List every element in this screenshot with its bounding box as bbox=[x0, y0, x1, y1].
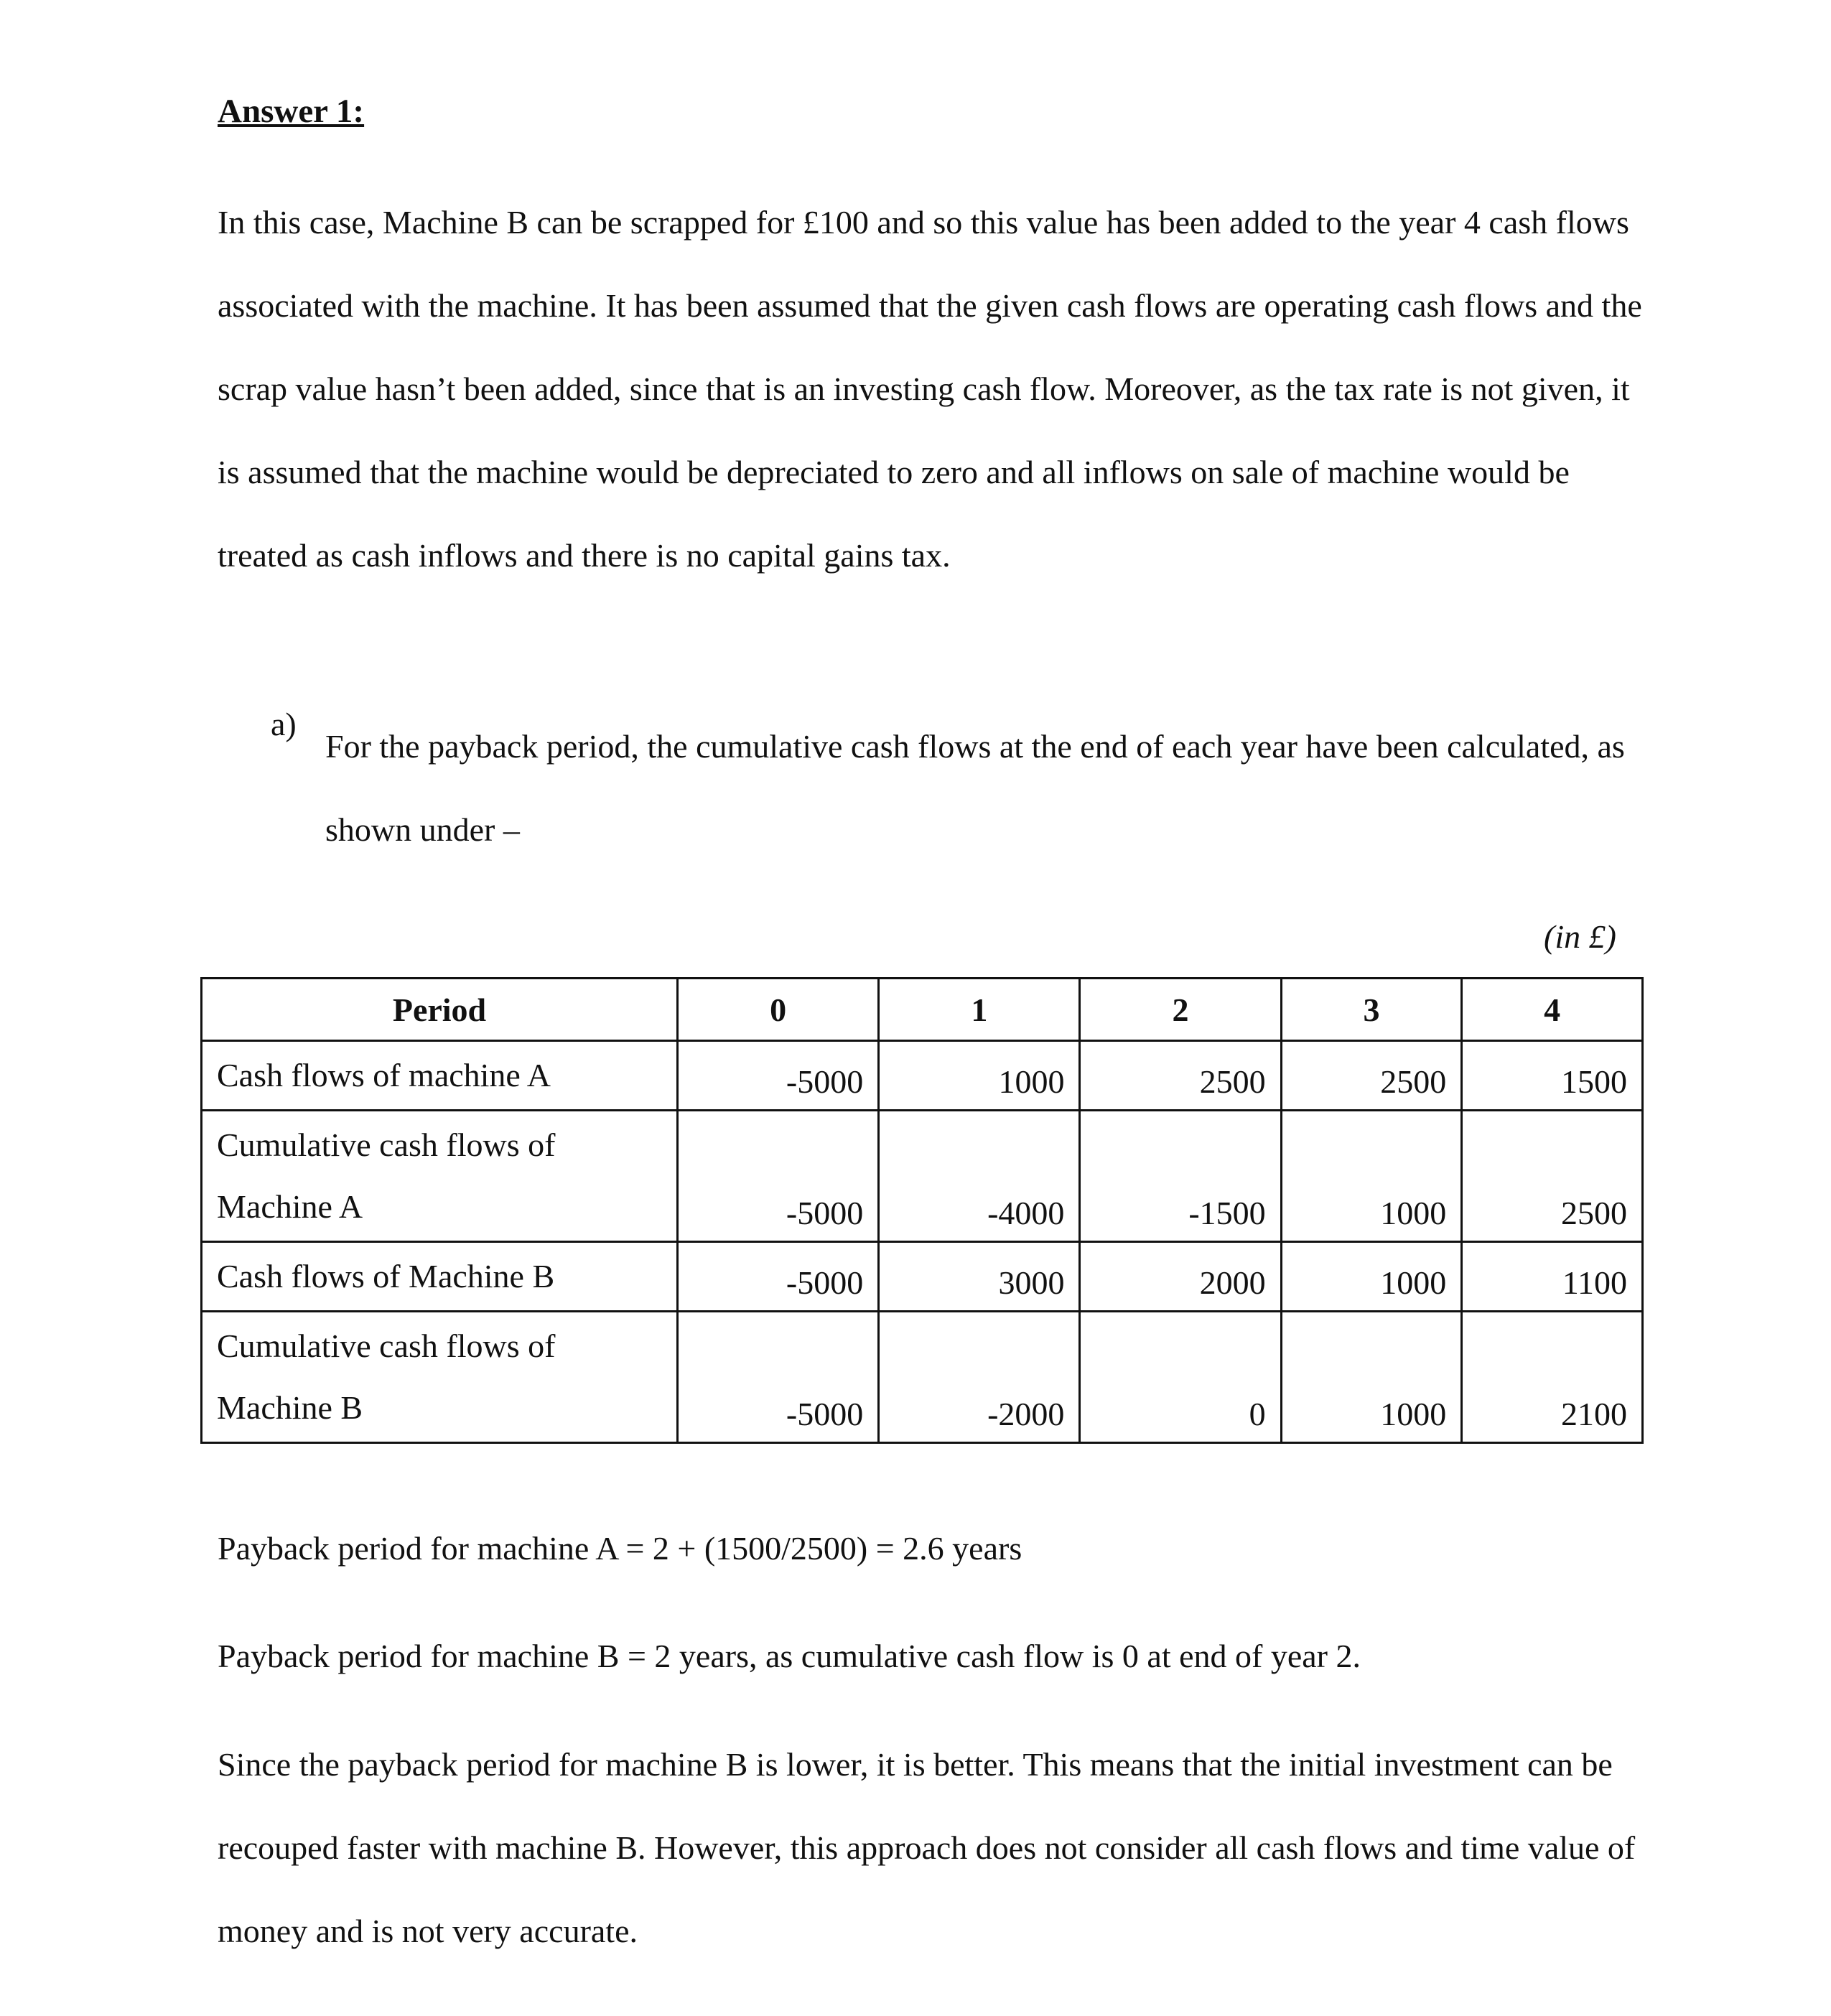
payback-machine-b: Payback period for machine B = 2 years, as cumulative cash flow is 0 at end of year 2. bbox=[218, 1638, 1361, 1674]
payback-machine-a: Payback period for machine A = 2 + (1500/2500) = 2.6 years bbox=[218, 1530, 1022, 1567]
table-cell: 2000 bbox=[1080, 1242, 1281, 1312]
row-label: Cumulative cash flows of Machine B bbox=[202, 1312, 678, 1443]
conclusion-paragraph: Since the payback period for machine B is lower, it is better. This means that the initial investment can be recouped faster with machine B. However, this approach does not consider all cash flows and time value of money and is not very accurate. bbox=[218, 1746, 1636, 1949]
table-cell: -5000 bbox=[678, 1111, 879, 1242]
table-cell: 1000 bbox=[879, 1041, 1080, 1111]
table-row bbox=[202, 1041, 1643, 1111]
row-label: Cash flows of Machine B bbox=[202, 1242, 678, 1312]
table-cell: 1000 bbox=[1281, 1242, 1462, 1312]
table-cell: 2100 bbox=[1462, 1312, 1643, 1443]
table-cell: 2500 bbox=[1281, 1041, 1462, 1111]
table-row bbox=[202, 1242, 1643, 1312]
table-cell: -5000 bbox=[678, 1041, 879, 1111]
table-cell: 2500 bbox=[1462, 1111, 1643, 1242]
row-label: Cumulative cash flows of Machine A bbox=[202, 1111, 678, 1242]
table-unit: (in £) bbox=[1544, 918, 1616, 955]
table-cell: 3000 bbox=[879, 1242, 1080, 1312]
header-cell: 2 bbox=[1080, 979, 1281, 1041]
table-cell: 2500 bbox=[1080, 1041, 1281, 1111]
table-cell: -2000 bbox=[879, 1312, 1080, 1443]
cash-flow-table bbox=[200, 977, 1644, 1444]
table-cell: -1500 bbox=[1080, 1111, 1281, 1242]
header-cell: 0 bbox=[678, 979, 879, 1041]
part-a-marker: a) bbox=[271, 706, 297, 742]
table-row bbox=[202, 1111, 1643, 1242]
header-cell: 4 bbox=[1462, 979, 1643, 1041]
header-cell: 1 bbox=[879, 979, 1080, 1041]
table-header-row bbox=[202, 979, 1643, 1041]
part-a-text: For the payback period, the cumulative cash flows at the end of each year have been calculated, as shown under – bbox=[325, 728, 1625, 848]
intro-paragraph: In this case, Machine B can be scrapped for £100 and so this value has been added to the year 4 cash flows associated with the machine. It has been assumed that the given cash flows are operating cash flows and the scrap value hasn’t been added, since that is an investing cash flow. Moreover, as the tax rate is not given, it is assumed that the machine would be depreciated to zero and all inflows on sale of machine would be treated as cash inflows and there is no capital gains tax. bbox=[218, 204, 1642, 574]
table-cell: -5000 bbox=[678, 1242, 879, 1312]
table-cell: 1500 bbox=[1462, 1041, 1643, 1111]
table-cell: 1100 bbox=[1462, 1242, 1643, 1312]
table-row bbox=[202, 1312, 1643, 1443]
table-cell: 1000 bbox=[1281, 1312, 1462, 1443]
table-cell: 0 bbox=[1080, 1312, 1281, 1443]
table-cell: -4000 bbox=[879, 1111, 1080, 1242]
table-cell: -5000 bbox=[678, 1312, 879, 1443]
table-cell: 1000 bbox=[1281, 1111, 1462, 1242]
answer-heading: Answer 1: bbox=[218, 93, 365, 130]
row-label: Cash flows of machine A bbox=[202, 1041, 678, 1111]
header-cell: Period bbox=[202, 979, 678, 1041]
header-cell: 3 bbox=[1281, 979, 1462, 1041]
